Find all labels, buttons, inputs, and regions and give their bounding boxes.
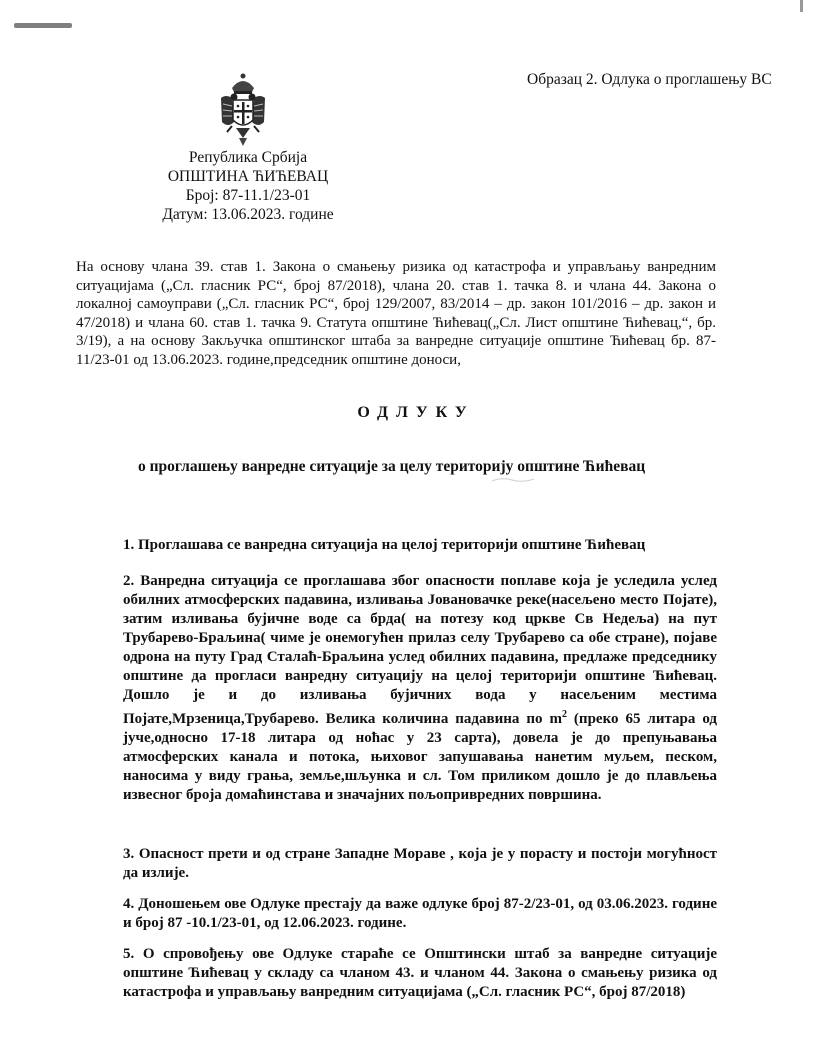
superscript: 2 [561, 709, 567, 720]
header-municipality: ОПШТИНА ЋИЋЕВАЦ [167, 168, 329, 185]
issuer-header [150, 148, 346, 224]
scan-artifact [490, 476, 536, 484]
decision-item-4: 4. Доношењем ове Одлуке престају да важе одлуке број 87-2/23-01, од 03.06.2023. године и број 87 -10.1/23-01, од 12.06.2023. године. [123, 896, 717, 931]
form-reference: Образац 2. Одлука о проглашењу ВС [527, 71, 772, 88]
header-document-number: Број: 87-11.1/23-01 [185, 187, 311, 204]
header-date: Датум: 13.06.2023. године [162, 206, 334, 223]
document-subtitle: о проглашењу ванредне ситуације за целу територију општине Ћићевац [138, 458, 646, 475]
decision-item-2 [123, 572, 717, 805]
scan-artifact [14, 23, 72, 28]
preamble-paragraph: На основу члана 39. став 1. Закона о смањењу ризика од катастрофа и управљању ванредним ситуацијама („Сл. гласник РС“, број 87/2018), члана 20. став 1. тачка 8. и члана 44. Закона о локалној самоуправи („Сл. гласник РС“, број 129/2007, 83/2014 – др. закон 101/2016 – др. закон и 47/2018) и члана 60. став 1. тачка 9. Статута општине Ћићевац(„Сл. Лист општине Ћићевац,“, бр. 3/19), а на основу Закључка општинског штаба за ванредне ситуације општине Ћићевац бр. 87-11/23-01 од 13.06.2023. године,председник општине доноси, [76, 259, 716, 368]
decision-item-3: 3. Опасност прети и од стране Западне Мораве , која је у порасту и постоји могућност да излије. [123, 846, 717, 881]
scan-artifact [800, 0, 803, 12]
decision-item-2-text: 2. Ванредна ситуација се проглашава због опасности поплаве која је уследила услед обилних атмосферских падавина, изливања Јовановачке реке(насељено место Појате), затим изливања бујичне воде са брда( на потезу код цркве Св Недеља) на пут Трубарево-Браљина( чиме је онемогућен прилаз селу Трубарево са обе стране), појаве одрона на путу Град Сталаћ-Браљина услед обилних падавина, предлаже председнику општине да прогласи ванредну ситуацију на целој територији општине Ћићевац. Дошло је и до изливања бујичних вода у насељеним местима Појате,Мрзеница,Трубарево. Велика количина падавина по m [123, 573, 717, 727]
decision-item-5: 5. О спровођењу ове Одлуке стараће се Општински штаб за ванредне ситуације општине Ћићевац у складу са чланом 43. и чланом 44. Закона о смањењу ризика од катастрофа и управљању ванредним ситуацијама („Сл. гласник РС“, број 87/2018) [123, 946, 717, 1000]
decision-item-1: 1. Проглашава се ванредна ситуација на целој територији општине Ћићевац [123, 537, 646, 553]
coat-of-arms-icon [218, 70, 268, 148]
decision-item-2-text-cont: (преко 65 литара од јуче,односно 17-18 литара од ноћас у 23 сарта), довела је до препуњавања атмосферских канала и потока, њиховог запушавања нанетим муљем, песком, наносима у виду грања, земље,шљунка и сл. Том приликом дошло је до плављења извесног броја домаћинстава и значајних пољопривредних површина. [123, 711, 717, 803]
document-title: ОДЛУКУ [357, 404, 475, 421]
header-country: Република Србија [188, 149, 308, 166]
